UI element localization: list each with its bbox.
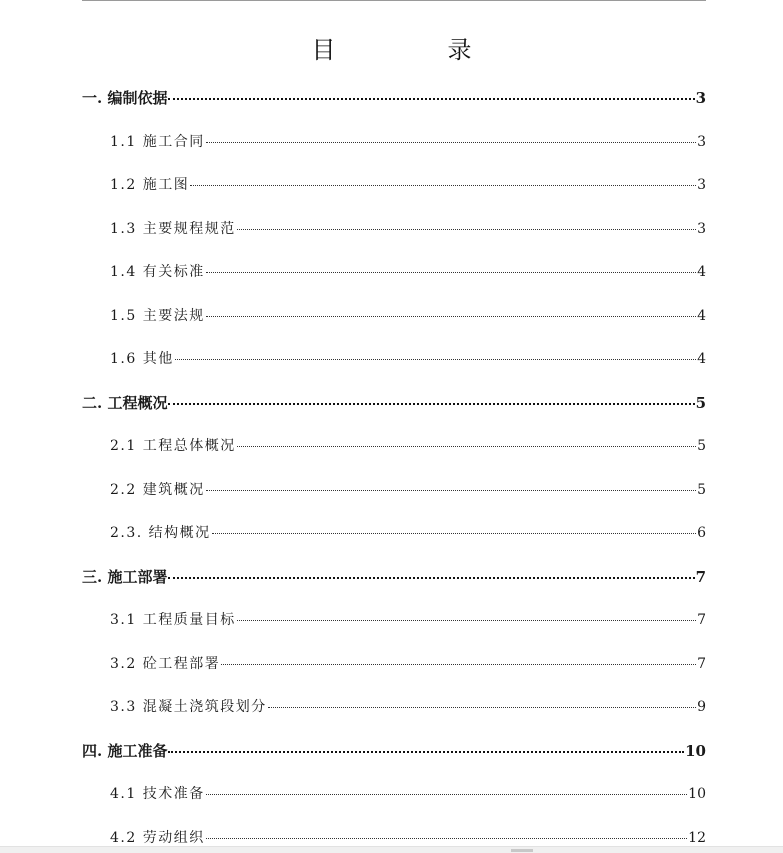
toc-entry-label: 1.3 主要规程规范 xyxy=(110,221,236,237)
toc-entry-label: 1.2 施工图 xyxy=(110,177,190,193)
dot-leader xyxy=(206,142,696,143)
dot-leader xyxy=(168,98,694,100)
toc-entry[interactable] xyxy=(110,609,706,631)
toc-entry-label: 1.6 其他 xyxy=(110,351,174,367)
dot-leader xyxy=(268,707,696,708)
toc-entry[interactable] xyxy=(110,174,706,196)
toc-entry[interactable] xyxy=(110,696,706,718)
toc-entry-label: 3.3 混凝土浇筑段划分 xyxy=(110,699,267,715)
toc-entry[interactable] xyxy=(110,305,706,327)
toc-entry[interactable] xyxy=(82,87,706,109)
toc-entry-label: 四. 施工准备 xyxy=(82,742,168,760)
toc-entry-page: 12 xyxy=(688,830,706,846)
toc-entry-page: 10 xyxy=(685,742,706,760)
toc-entry-label: 2.2 建筑概况 xyxy=(110,482,205,498)
toc-entry-label: 2.3. 结构概况 xyxy=(110,525,211,541)
dot-leader xyxy=(168,403,694,405)
toc-entry-page: 3 xyxy=(697,134,706,150)
toc-entry[interactable] xyxy=(110,522,706,544)
dot-leader xyxy=(237,229,696,230)
dot-leader xyxy=(206,272,696,273)
toc-entry-page: 4 xyxy=(697,351,706,367)
toc-entry-page: 3 xyxy=(697,177,706,193)
toc-entry-page: 5 xyxy=(695,394,706,412)
toc-entry[interactable] xyxy=(110,653,706,675)
toc-entry-page: 3 xyxy=(697,221,706,237)
toc-entry-label: 一. 编制依据 xyxy=(82,89,168,107)
toc-entry[interactable] xyxy=(110,261,706,283)
toc-entry-label: 3.2 砼工程部署 xyxy=(110,656,221,672)
dot-leader xyxy=(206,838,687,839)
page-title: 目 录 xyxy=(311,36,516,64)
toc-entry-label: 二. 工程概况 xyxy=(82,394,168,412)
toc-entry-page: 7 xyxy=(695,568,706,586)
toc-entry-page: 4 xyxy=(697,264,706,280)
toc-entry-label: 3.1 工程质量目标 xyxy=(110,612,236,628)
dot-leader xyxy=(168,577,694,579)
dot-leader xyxy=(206,316,696,317)
toc-entry[interactable] xyxy=(82,740,706,762)
toc-entry-page: 4 xyxy=(697,308,706,324)
scrollbar-thumb[interactable] xyxy=(511,849,533,852)
toc-entry-label: 1.1 施工合同 xyxy=(110,134,205,150)
toc-entry-page: 5 xyxy=(697,482,706,498)
toc-entry[interactable] xyxy=(110,783,706,805)
toc-entry-page: 6 xyxy=(697,525,706,541)
toc-entry[interactable] xyxy=(110,348,706,370)
toc-entry[interactable] xyxy=(110,131,706,153)
horizontal-scrollbar[interactable] xyxy=(0,846,783,853)
toc-entry-page: 7 xyxy=(697,612,706,628)
toc-entry-page: 7 xyxy=(697,656,706,672)
dot-leader xyxy=(206,490,696,491)
dot-leader xyxy=(206,794,687,795)
toc-entry-page: 9 xyxy=(697,699,706,715)
dot-leader xyxy=(212,533,696,534)
toc-entry-label: 1.5 主要法规 xyxy=(110,308,205,324)
dot-leader xyxy=(237,620,696,621)
toc-entry[interactable] xyxy=(110,435,706,457)
toc-entry-page: 3 xyxy=(695,89,706,107)
dot-leader xyxy=(237,446,696,447)
page-top-rule xyxy=(82,0,706,1)
toc-entry-label: 2.1 工程总体概况 xyxy=(110,438,236,454)
dot-leader xyxy=(221,664,696,665)
dot-leader xyxy=(190,185,696,186)
toc-entry-label: 1.4 有关标准 xyxy=(110,264,205,280)
dot-leader xyxy=(168,751,684,753)
toc-entry-page: 5 xyxy=(697,438,706,454)
dot-leader xyxy=(175,359,696,360)
toc-entry[interactable] xyxy=(82,392,706,414)
toc-entry-label: 4.2 劳动组织 xyxy=(110,830,205,846)
toc-entry-label: 三. 施工部署 xyxy=(82,568,168,586)
toc-entry-page: 10 xyxy=(688,786,706,802)
toc-entry[interactable] xyxy=(110,218,706,240)
toc-entry-label: 4.1 技术准备 xyxy=(110,786,205,802)
toc-entry[interactable] xyxy=(82,566,706,588)
toc-entry[interactable] xyxy=(110,479,706,501)
